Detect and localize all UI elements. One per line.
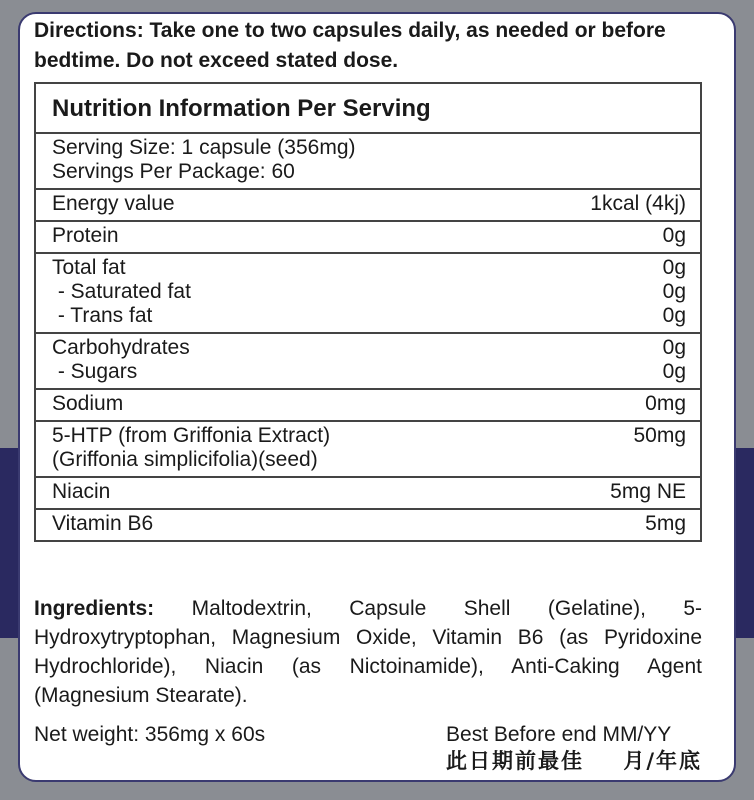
label-footer — [34, 722, 702, 774]
nutrient-label: - Saturated fat — [52, 280, 191, 303]
nutrient-row — [36, 420, 700, 476]
nutrient-label: Vitamin B6 — [52, 512, 154, 535]
nutrient-label: - Trans fat — [52, 304, 153, 327]
nutrient-label: Carbohydrates — [52, 336, 190, 359]
nutrient-row — [36, 252, 700, 332]
nutrient-label: Total fat — [52, 256, 126, 279]
ingredients-text — [34, 594, 702, 710]
best-before-chinese: 此日期前最佳 月/年底 — [446, 749, 702, 773]
nutrient-row — [36, 332, 700, 388]
nutrient-label: Protein — [52, 224, 119, 247]
directions-text: Directions: Take one to two capsules daily, as needed or before bedtime. Do not exceed stated dose. — [34, 19, 666, 72]
nutrient-value: 0g — [662, 224, 686, 247]
nutrient-row — [36, 476, 700, 508]
nutrient-label: (Griffonia simplicifolia)(seed) — [52, 448, 318, 471]
serving-size: Serving Size: 1 capsule (356mg) — [52, 136, 356, 159]
net-weight: Net weight: 356mg x 60s — [34, 723, 266, 746]
nutrition-title-row — [36, 84, 700, 132]
nutrient-row — [36, 508, 700, 540]
nutrient-value: 0g — [662, 256, 686, 279]
nutrition-table — [34, 82, 702, 542]
nutrient-row — [36, 388, 700, 420]
nutrient-value: 0g — [662, 336, 686, 359]
serving-info-row — [36, 132, 700, 188]
nutrient-value: 5mg — [645, 512, 686, 535]
nutrient-label: Energy value — [52, 192, 175, 215]
nutrient-value: 5mg NE — [610, 480, 686, 503]
nutrition-title: Nutrition Information Per Serving — [52, 95, 431, 122]
nutrient-label: Sodium — [52, 392, 124, 415]
nutrient-value: 0g — [662, 280, 686, 303]
nutrient-label: - Sugars — [52, 360, 138, 383]
nutrient-value: 0g — [662, 304, 686, 327]
nutrient-row — [36, 188, 700, 220]
nutrient-value: 0mg — [645, 392, 686, 415]
nutrient-value: 50mg — [633, 424, 686, 447]
nutrient-row — [36, 220, 700, 252]
nutrient-value: 1kcal (4kj) — [590, 192, 686, 215]
nutrient-value: 0g — [662, 360, 686, 383]
best-before: Best Before end MM/YY — [446, 723, 672, 746]
nutrient-label: 5-HTP (from Griffonia Extract) — [52, 424, 331, 447]
ingredients-list: Maltodextrin, Capsule Shell (Gelatine), 5-Hydroxytryptophan, Magnesium Oxide, Vitamin B6 (as Pyridoxine Hydrochloride), Niacin (as Nictoinamide), Anti-Caking Agent (Magnesium Stearate). — [34, 597, 702, 707]
servings-per-package: Servings Per Package: 60 — [52, 160, 295, 183]
ingredients-heading: Ingredients: — [34, 597, 155, 620]
nutrient-label: Niacin — [52, 480, 111, 503]
